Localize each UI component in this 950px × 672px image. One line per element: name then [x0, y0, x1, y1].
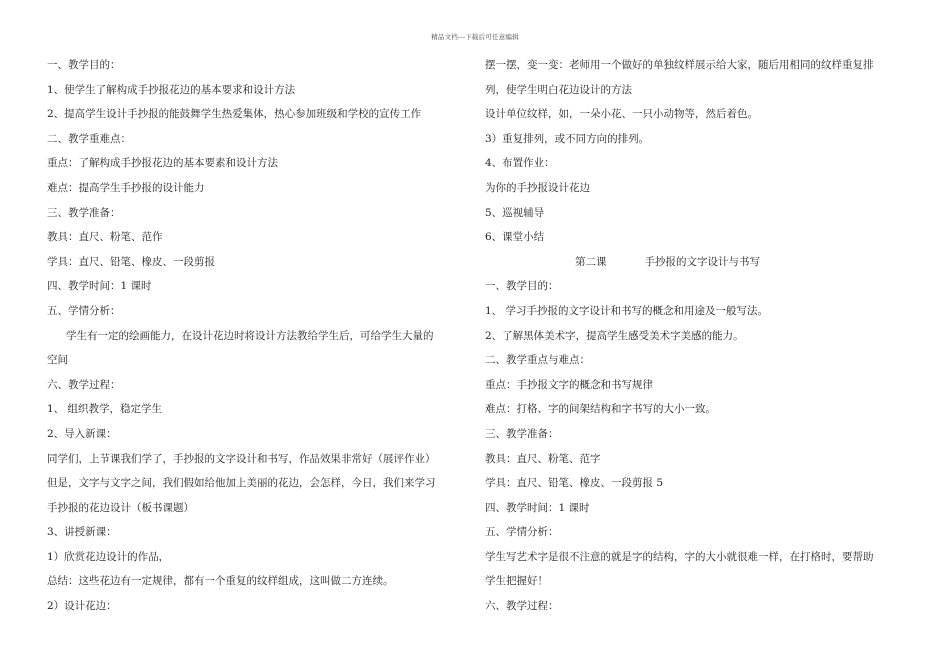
text-line: 重点：手抄报文字的概念和书写规律 [485, 378, 653, 391]
page-header: 精品文档---下载后可任意编辑 [431, 33, 519, 41]
text-line: 三、教学准备： [47, 206, 121, 219]
lesson-number: 第二课 [575, 255, 607, 268]
text-line: 2、提高学生设计手抄报的能鼓舞学生热爱集体，热心参加班级和学校的宣传工作 [47, 108, 422, 121]
text-line: 总结：这些花边有一定规律，都有一个重复的纹样组成，这叫做二方连续。 [47, 575, 394, 588]
text-line: 手抄报的花边设计（板书课题） [47, 501, 194, 514]
text-line: 为你的手抄报设计花边 [485, 181, 590, 194]
text-line: 学具：直尺、铅笔、橡皮、一段剪报 [47, 255, 215, 268]
text-line: 设计单位纹样，如，一朵小花、一只小动物等，然后着色。 [485, 108, 758, 121]
text-line: 2、了解黑体美术字，提高学生感受美术字美感的能力。 [485, 329, 744, 342]
text-line: 3）重复排列，或不同方向的排列。 [485, 132, 650, 145]
right-column [485, 58, 900, 624]
text-line: 学具：直尺、铅笔、橡皮、一段剪报 5 [485, 477, 664, 490]
text-line: 1、 学习手抄报的文字设计和书写的概念和用途及一般写法。 [485, 304, 769, 317]
text-line: 二、教学重难点： [47, 132, 131, 145]
text-line: 一、教学目的： [47, 59, 121, 71]
text-line: 但是，文字与文字之间，我们假如给他加上美丽的花边，会怎样，今日，我们来学习 [47, 477, 436, 490]
text-line: 2）设计花边： [47, 600, 117, 613]
text-line: 6、课堂小结 [485, 231, 545, 244]
text-line: 学生有一定的绘画能力，在设计花边时将设计方法教给学生后，可给学生大量的 [66, 329, 434, 342]
text-line: 一、教学目的： [485, 280, 559, 293]
text-line: 重点：了解构成手抄报花边的基本要素和设计方法 [47, 157, 278, 170]
text-line: 难点：打格、字的间架结构和字书写的大小一致。 [485, 403, 716, 416]
text-line: 六、教学过程： [485, 600, 559, 613]
text-line: 六、教学过程： [47, 378, 121, 391]
text-line: 教具：直尺、粉笔、范作 [47, 231, 163, 244]
text-line: 1）欣赏花边设计的作品， [47, 550, 170, 563]
text-line: 四、教学时间：1 课时 [485, 501, 590, 514]
text-line: 3、讲授新课： [47, 526, 117, 539]
left-column [47, 58, 467, 624]
text-line: 列，使学生明白花边设计的方法 [485, 83, 632, 96]
text-line: 学生写艺术字是很不注意的就是字的结构，字的大小就很难一样，在打格时，要帮助 [485, 550, 874, 563]
text-line: 五、学情分析： [47, 304, 121, 317]
text-line: 空间 [47, 354, 68, 367]
text-line: 难点：提高学生手抄报的设计能力 [47, 181, 205, 194]
text-line: 4、布置作业： [485, 157, 555, 170]
lesson-title: 手抄报的文字设计与书写 [644, 255, 760, 268]
text-line: 1、 组织教学，稳定学生 [47, 403, 163, 416]
text-line: 同学们，上节课我们学了，手抄报的文字设计和书写，作品效果非常好（展评作业） [47, 452, 436, 465]
text-line: 1、使学生了解构成手抄报花边的基本要求和设计方法 [47, 83, 296, 96]
text-line: 四、教学时间：1 课时 [47, 280, 152, 293]
text-line: 摆一摆，变一变：老师用一个做好的单独纹样展示给大家，随后用相同的纹样重复排 [485, 59, 874, 71]
text-line: 5、巡视辅导 [485, 206, 545, 219]
text-line: 2、导入新课： [47, 427, 117, 440]
lesson-heading [485, 255, 900, 280]
text-line: 三、教学准备： [485, 427, 559, 440]
text-line: 二、教学重点与难点： [485, 354, 590, 367]
text-line: 教具：直尺、粉笔、范字 [485, 452, 601, 465]
text-line: 五、学情分析： [485, 526, 559, 539]
text-line: 学生把握好！ [485, 575, 548, 588]
